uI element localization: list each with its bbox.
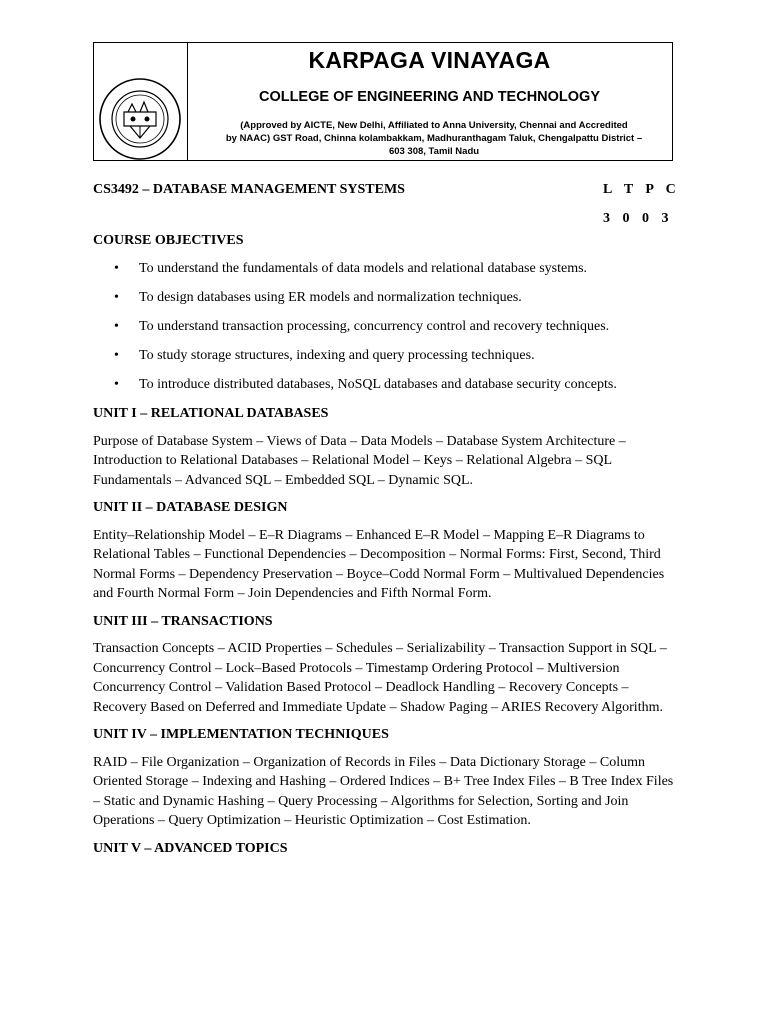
college-seal-logo: [97, 76, 183, 162]
unit-heading: UNIT IV – IMPLEMENTATION TECHNIQUES: [93, 727, 389, 743]
objectives-list: [93, 259, 675, 395]
unit-body: Entity–Relationship Model – E–R Diagrams – Enhanced E–R Model – Mapping E–R Diagrams to Relational Tables – Functional Dependencies – Decomposition – Normal Forms: First, Second, Third Normal Forms – Dependency Preservation – Boyce–Codd Normal Form – Multivalued Dependencies and Fourth Normal Form – Join Dependencies and Fifth Normal Form.: [93, 527, 665, 602]
syllabus-content: [93, 231, 675, 866]
objectives-heading: COURSE OBJECTIVES: [93, 233, 244, 248]
ltpc-values: 3 0 0 3: [603, 211, 669, 226]
unit-body: RAID – File Organization – Organization of Records in Files – Data Dictionary Storage – Column Oriented Storage – Indexing and Hashing – Ordered Indices – B+ Tree Index Files – B Tree Index Files – Static and Dynamic Hashing – Query Processing – Algorithms for Selection, Sorting and Join Operations – Query Optimization – Heuristic Optimization – Cost Estimation.: [93, 754, 674, 829]
unit-heading: UNIT I – RELATIONAL DATABASES: [93, 406, 329, 422]
ltpc-labels: L T P C: [603, 182, 676, 197]
objective-item: • To introduce distributed databases, NoSQL databases and database security concepts.: [93, 375, 675, 395]
college-subtitle: COLLEGE OF ENGINEERING AND TECHNOLOGY: [258, 89, 601, 105]
objective-item: • To study storage structures, indexing and query processing techniques.: [93, 346, 675, 366]
college-header: [93, 42, 673, 161]
unit-body: Purpose of Database System – Views of Data – Data Models – Database System Architecture – Introduction to Relational Databases – Relational Model – Keys – Relational Algebra – SQL Fundamentals – Advanced SQL – Embedded SQL – Dynamic SQL.: [93, 433, 626, 488]
unit-heading: UNIT II – DATABASE DESIGN: [93, 500, 288, 516]
address-line: (Approved by AICTE, New Delhi, Affiliated to Anna University, Chennai and Accredited: [240, 120, 628, 131]
objective-item: • To design databases using ER models and normalization techniques.: [93, 288, 675, 308]
unit-heading: UNIT V – ADVANCED TOPICS: [93, 840, 288, 856]
college-name: KARPAGA VINAYAGA: [308, 47, 551, 73]
course-title: CS3492 – DATABASE MANAGEMENT SYSTEMS: [93, 182, 405, 197]
unit-heading: UNIT III – TRANSACTIONS: [93, 613, 273, 629]
unit-body: Transaction Concepts – ACID Properties – Schedules – Serializability – Transaction Support in SQL – Concurrency Control – Lock–Based Protocols – Timestamp Ordering Protocol – Multiversion Concurrency Control – Validation Based Protocol – Deadlock Handling – Recovery Concepts – Recovery Based on Deferred and Immediate Update – Shadow Paging – ARIES Recovery Algorithm.: [93, 641, 667, 715]
objective-item: • To understand the fundamentals of data models and relational database systems.: [93, 259, 675, 279]
logo-cell: [94, 43, 188, 160]
objective-item: • To understand transaction processing, concurrency control and recovery techniques.: [93, 317, 675, 337]
address-line: 603 308, Tamil Nadu: [388, 146, 480, 157]
address-line: by NAAC) GST Road, Chinna kolambakkam, Madhuranthagam Taluk, Chengalpattu District –: [225, 133, 643, 144]
college-address: [204, 119, 664, 158]
